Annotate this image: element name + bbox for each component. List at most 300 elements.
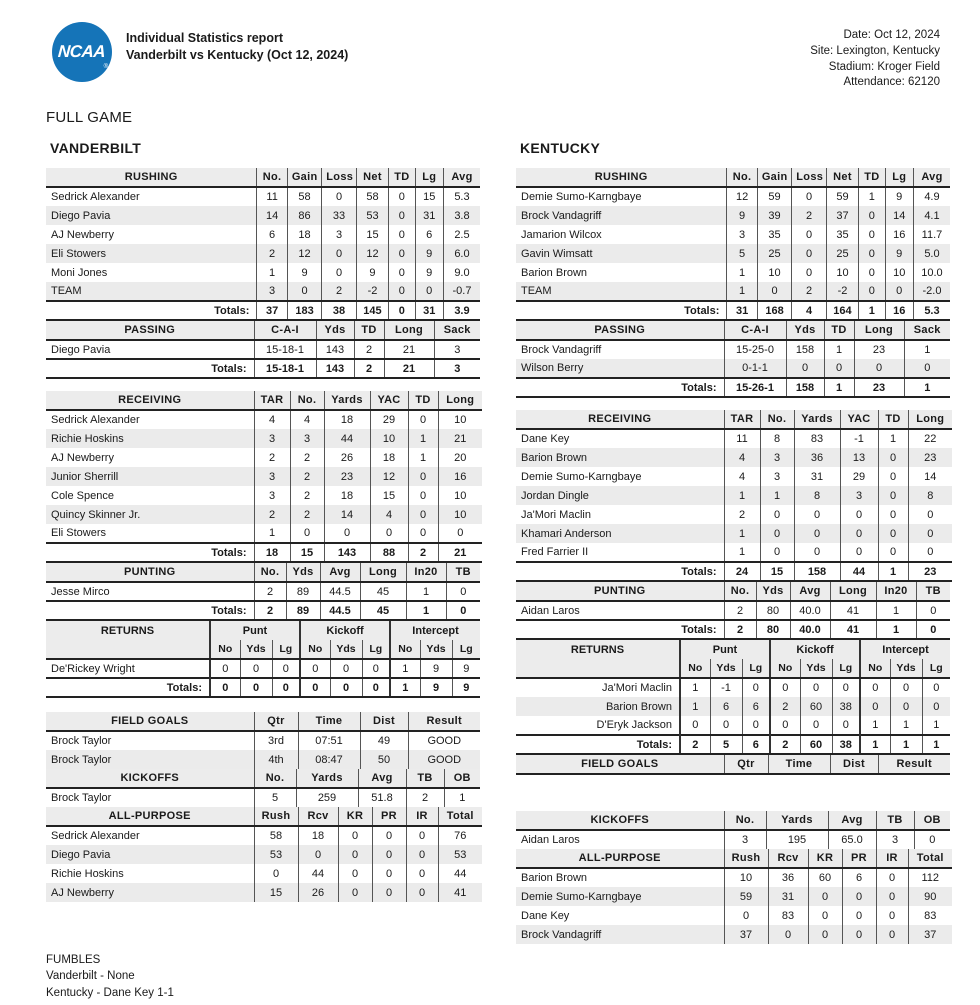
table-field_goals [46, 712, 480, 769]
stat-cell: 0 [770, 716, 800, 735]
totals-cell: 4 [792, 301, 826, 320]
stat-cell: 3 [760, 467, 794, 486]
stat-cell: 6 [842, 868, 876, 887]
spacer-cell [516, 659, 680, 678]
stat-cell: 0 [824, 359, 854, 378]
stat-cell: 12 [370, 467, 408, 486]
column-header: Result [408, 712, 480, 731]
stat-cell: 0 [742, 716, 770, 735]
stat-cell: 0 [832, 716, 860, 735]
column-header: Net [356, 168, 388, 187]
stat-cell: -2 [356, 282, 388, 301]
stat-cell: 3.8 [443, 206, 480, 225]
table-header-row [516, 811, 950, 830]
player-name: Richie Hoskins [46, 429, 254, 448]
returns-subheader-row [516, 659, 950, 678]
stat-cell: 10 [724, 868, 768, 887]
stat-cell: 0 [800, 678, 832, 697]
table-passing [516, 321, 950, 398]
stat-cell: 0 [322, 244, 356, 263]
table-row [46, 225, 480, 244]
totals-cell: 145 [356, 301, 388, 320]
player-name: Jordan Dingle [516, 486, 724, 505]
totals-cell: 164 [826, 301, 858, 320]
stat-cell: 3 [257, 282, 287, 301]
stat-cell: 10 [885, 263, 913, 282]
stat-cell: 0 [922, 697, 950, 716]
stat-cell: 0 [860, 678, 890, 697]
stat-cell: 9 [420, 659, 452, 678]
player-name: AJ Newberry [51, 451, 114, 464]
stat-cell: 18 [324, 410, 370, 429]
group-header-kickoff: Kickoff [770, 640, 860, 659]
stat-cell: 10 [438, 410, 482, 429]
table-title: RECEIVING [46, 391, 254, 410]
stat-cell: 83 [794, 429, 840, 448]
totals-label: Totals: [46, 301, 257, 320]
totals-cell: 3.9 [443, 301, 480, 320]
totals-label: Totals: [516, 562, 724, 581]
column-header: Rcv [768, 849, 808, 868]
totals-cell: 9 [452, 678, 480, 697]
totals-cell: 0 [300, 678, 330, 697]
table-title: FIELD GOALS [516, 755, 724, 774]
totals-cell: 23 [908, 562, 952, 581]
column-header: Lg [922, 659, 950, 678]
stat-cell: 0 [786, 359, 824, 378]
stat-cell: 0 [408, 410, 438, 429]
stat-cell: 37 [826, 206, 858, 225]
stat-cell: 4 [724, 448, 760, 467]
table-row [516, 359, 950, 378]
stat-cell: 23 [908, 448, 952, 467]
stat-cell: 15 [356, 225, 388, 244]
player-name: Demie Sumo-Karngbaye [521, 470, 642, 483]
column-header: TAR [254, 391, 290, 410]
stat-cell: 1 [824, 340, 854, 359]
totals-cell: 21 [384, 359, 434, 378]
stat-cell: 0 [298, 845, 338, 864]
stat-cell: 1 [876, 601, 916, 620]
stat-cell: 0 [916, 601, 950, 620]
stat-cell: 08:47 [298, 750, 360, 769]
player-name: Fred Farrier II [521, 546, 589, 558]
totals-row [46, 543, 482, 562]
player-name: Brock Vandagriff [521, 344, 602, 356]
totals-cell: 31 [415, 301, 443, 320]
stat-cell: 11 [724, 429, 760, 448]
player-name: Eli Stowers [46, 244, 257, 263]
player-name: TEAM [516, 282, 727, 301]
column-header: Lg [885, 168, 913, 187]
stat-cell: 1 [727, 282, 757, 301]
stat-cell: 15 [415, 187, 443, 206]
column-header: KR [338, 807, 372, 826]
stat-cell: 0 [324, 524, 370, 543]
column-header: Lg [832, 659, 860, 678]
stat-cell: 0 [794, 505, 840, 524]
stat-cell: 0 [876, 925, 908, 944]
stat-cell: 0 [210, 659, 240, 678]
stat-cell: 4th [254, 750, 298, 769]
stat-cell: 1 [904, 340, 950, 359]
stat-cell: 31 [794, 467, 840, 486]
stat-cell: 0 [876, 868, 908, 887]
stat-cell: 29 [370, 410, 408, 429]
stat-cell: 29 [840, 467, 878, 486]
player-name: Cole Spence [51, 489, 114, 502]
table-row [516, 263, 950, 282]
table-passing [46, 321, 480, 379]
column-header: Yds [756, 582, 790, 601]
column-header: Avg [790, 582, 830, 601]
stat-cell: 259 [296, 788, 358, 807]
column-header: Qtr [254, 712, 298, 731]
column-header: Time [768, 755, 830, 774]
table-title: RETURNS [46, 621, 210, 640]
table-row [516, 697, 950, 716]
stat-cell: 40.0 [790, 601, 830, 620]
stat-cell: 1 [890, 716, 922, 735]
table-row [46, 883, 482, 902]
stat-cell: 86 [287, 206, 321, 225]
stat-cell: 0 [406, 864, 438, 883]
stat-cell: 1 [878, 429, 908, 448]
stat-cell: 0 [372, 826, 406, 845]
table-row [46, 263, 480, 282]
table-row [46, 524, 482, 543]
player-name: Barion Brown [516, 448, 724, 467]
stat-cell: 0 [372, 864, 406, 883]
table-kickoffs [46, 769, 480, 807]
stat-cell: 23 [854, 340, 904, 359]
player-name: Ja'Mori Maclin [521, 508, 591, 521]
totals-cell: 143 [316, 359, 354, 378]
table-receiving [516, 410, 952, 582]
table-title: PUNTING [516, 582, 724, 601]
column-header: Yds [420, 640, 452, 659]
stat-cell: 31 [768, 887, 808, 906]
column-header: YAC [370, 391, 408, 410]
stat-cell: 15 [370, 486, 408, 505]
column-header: Yds [800, 659, 832, 678]
stat-cell: 0 [808, 906, 842, 925]
totals-cell: 15-18-1 [254, 359, 316, 378]
stat-cell: -2.0 [913, 282, 950, 301]
stat-cell: 20 [438, 448, 482, 467]
player-name: Dane Key [521, 909, 570, 922]
table-row [516, 340, 950, 359]
totals-cell: 0 [240, 678, 272, 697]
stat-cell: 58 [356, 187, 388, 206]
totals-cell: 60 [800, 735, 832, 754]
totals-row [46, 359, 480, 378]
table-title: RUSHING [46, 168, 257, 187]
totals-cell: 1 [406, 601, 446, 620]
stat-cell: 0 [842, 906, 876, 925]
stat-cell: 10 [826, 263, 858, 282]
table-row [46, 659, 480, 678]
totals-cell: 45 [360, 601, 406, 620]
column-header: No [390, 640, 420, 659]
stat-cell: 0 [338, 826, 372, 845]
totals-label: Totals: [46, 543, 254, 562]
stat-cell: 53 [438, 845, 482, 864]
stat-cell: 13 [840, 448, 878, 467]
stat-cell: 3rd [254, 731, 298, 750]
player-name: Junior Sherrill [46, 467, 254, 486]
stat-cell: 0-1-1 [724, 359, 786, 378]
stat-cell: 16 [438, 467, 482, 486]
stat-cell: 1 [254, 524, 290, 543]
table-title: PASSING [516, 321, 724, 340]
stat-cell: 0 [854, 359, 904, 378]
table-row [46, 467, 482, 486]
column-header: Rush [254, 807, 298, 826]
totals-cell: 1 [860, 735, 890, 754]
column-header: Avg [358, 769, 406, 788]
team-name-kentucky: KENTUCKY [520, 140, 601, 156]
column-header: In20 [406, 563, 446, 582]
stat-cell: 3 [254, 429, 290, 448]
table-row [516, 543, 952, 562]
table-kickoffs [516, 811, 950, 849]
player-name: Ja'Mori Maclin [602, 682, 672, 694]
stat-cell: 33 [322, 206, 356, 225]
stat-cell: 2 [290, 448, 324, 467]
stat-cell: 0 [408, 524, 438, 543]
stat-cell: -1 [840, 429, 878, 448]
table-header-row [46, 321, 480, 340]
stat-cell: 0 [724, 906, 768, 925]
stat-cell: 1 [406, 582, 446, 601]
team-column-vanderbilt [46, 140, 480, 944]
stat-cell: 12 [287, 244, 321, 263]
column-header: Dist [830, 755, 878, 774]
stat-cell: 0 [832, 678, 860, 697]
stat-cell: 12 [356, 244, 388, 263]
player-name: Brock Taylor [46, 750, 254, 769]
totals-cell: 0 [272, 678, 300, 697]
totals-cell: 0 [330, 678, 362, 697]
totals-cell: 15 [290, 543, 324, 562]
stat-cell: 2 [406, 788, 444, 807]
stat-cell: 0 [876, 906, 908, 925]
column-header: No. [760, 410, 794, 429]
meta-stadium: Stadium: Kroger Field [828, 60, 940, 73]
stat-cell: 1 [724, 543, 760, 562]
table-row [516, 925, 952, 944]
stat-cell: 15-25-0 [724, 340, 786, 359]
totals-cell: 5.3 [913, 301, 950, 320]
totals-cell: 2 [408, 543, 438, 562]
totals-cell: 0 [362, 678, 390, 697]
stat-cell: 65.0 [828, 830, 876, 849]
report-title-line2: Vanderbilt vs Kentucky (Oct 12, 2024) [126, 47, 349, 62]
column-header: TD [354, 321, 384, 340]
player-name: Brock Taylor [51, 735, 112, 747]
stat-cell: 0 [406, 883, 438, 902]
stat-cell: 41 [830, 601, 876, 620]
player-name: Quincy Skinner Jr. [46, 505, 254, 524]
column-header: Yds [286, 563, 320, 582]
stat-cell: 10 [438, 505, 482, 524]
stat-cell: 49 [360, 731, 408, 750]
totals-cell: 168 [757, 301, 791, 320]
column-header: KR [808, 849, 842, 868]
stat-cell: 0 [914, 830, 950, 849]
stat-cell: 2 [257, 244, 287, 263]
totals-cell: 2 [254, 601, 286, 620]
column-header: Loss [792, 168, 826, 187]
totals-cell: 0 [446, 601, 480, 620]
stat-cell: 0 [885, 282, 913, 301]
column-header: Long [438, 391, 482, 410]
column-header: Lg [272, 640, 300, 659]
stat-cell: 59 [757, 187, 791, 206]
table-row [46, 429, 482, 448]
stat-cell: 58 [287, 187, 321, 206]
totals-cell: 5 [710, 735, 742, 754]
column-header: No. [290, 391, 324, 410]
stat-cell: 0 [254, 864, 298, 883]
stat-cell: 1 [444, 788, 480, 807]
stat-cell: 0 [922, 678, 950, 697]
table-field_goals [516, 755, 950, 775]
table-row [46, 788, 480, 807]
stat-cell: 12 [727, 187, 757, 206]
table-row [46, 845, 482, 864]
stat-cell: 14 [324, 505, 370, 524]
player-name: Aidan Laros [521, 834, 580, 846]
stat-cell: 0 [878, 543, 908, 562]
stat-cell: GOOD [408, 731, 480, 750]
stat-cell: 1 [724, 486, 760, 505]
totals-cell: 16 [885, 301, 913, 320]
stat-cell: 0 [760, 505, 794, 524]
stat-cell: 0 [406, 826, 438, 845]
stat-cell: 14 [885, 206, 913, 225]
stat-cell: 0 [859, 206, 885, 225]
stat-cell: 10 [757, 263, 791, 282]
stat-cell: 14 [908, 467, 952, 486]
stat-cell: 6 [710, 697, 742, 716]
totals-cell: 0 [916, 620, 950, 639]
player-name: TEAM [46, 282, 257, 301]
table-all_purpose [516, 849, 952, 944]
fumbles-line: Vanderbilt - None [46, 970, 135, 983]
player-name: Khamari Anderson [516, 524, 724, 543]
stat-cell: 11.7 [913, 225, 950, 244]
table-row [516, 505, 952, 524]
stat-cell: 0 [338, 864, 372, 883]
spacer-cell [46, 640, 210, 659]
group-header-punt: Punt [680, 640, 770, 659]
totals-cell: 1 [824, 378, 854, 397]
stat-cell: 59 [826, 187, 858, 206]
stat-cell: 6 [257, 225, 287, 244]
stat-cell: 22 [908, 429, 952, 448]
stat-cell: 0 [859, 263, 885, 282]
column-header: Dist [360, 712, 408, 731]
totals-cell: 23 [854, 378, 904, 397]
stat-cell: 158 [786, 340, 824, 359]
player-name: Brock Vandagriff [516, 206, 727, 225]
totals-cell: 37 [257, 301, 287, 320]
table-header-row [516, 410, 952, 429]
stat-cell: 0 [338, 883, 372, 902]
table-title: KICKOFFS [516, 811, 724, 830]
table-header-row [46, 769, 480, 788]
stat-cell: 195 [766, 830, 828, 849]
stat-cell: 0 [808, 925, 842, 944]
stat-cell: 9 [885, 187, 913, 206]
report-title [126, 22, 348, 64]
stat-cell: 18 [324, 486, 370, 505]
stat-cell: 83 [768, 906, 808, 925]
stat-cell: 8 [794, 486, 840, 505]
table-header-row [46, 391, 482, 410]
column-header: No. [254, 769, 296, 788]
team-name-vanderbilt: VANDERBILT [50, 140, 142, 156]
column-header: Long [830, 582, 876, 601]
stat-cell: 26 [298, 883, 338, 902]
table-title: RECEIVING [516, 410, 724, 429]
stat-cell: 0 [800, 716, 832, 735]
column-header: Yards [794, 410, 840, 429]
stat-cell: 3 [290, 429, 324, 448]
player-name: Richie Hoskins [51, 867, 124, 880]
column-header: Total [908, 849, 952, 868]
stat-cell: 0 [842, 925, 876, 944]
totals-cell: 2 [724, 620, 756, 639]
stat-cell: 2 [724, 505, 760, 524]
table-header-row [516, 849, 952, 868]
column-header: Total [438, 807, 482, 826]
stat-cell: 8 [760, 429, 794, 448]
column-header: Yds [240, 640, 272, 659]
totals-cell: 1 [390, 678, 420, 697]
column-header: OB [914, 811, 950, 830]
stat-cell: 0 [890, 697, 922, 716]
column-header: TD [389, 168, 415, 187]
stat-cell: 2 [254, 505, 290, 524]
column-header: Long [908, 410, 952, 429]
column-header: Net [826, 168, 858, 187]
totals-row [516, 562, 952, 581]
column-header: Long [384, 321, 434, 340]
totals-cell: 38 [322, 301, 356, 320]
player-name: Jesse Mirco [51, 585, 110, 598]
stat-cell: 1 [408, 429, 438, 448]
stat-cell: 9 [452, 659, 480, 678]
totals-cell: 44 [840, 562, 878, 581]
column-header: TB [406, 769, 444, 788]
totals-cell: 40.0 [790, 620, 830, 639]
column-header: No [680, 659, 710, 678]
stat-cell: -0.7 [443, 282, 480, 301]
totals-cell: 1 [922, 735, 950, 754]
stat-cell: 10 [438, 486, 482, 505]
meta-date: Date: Oct 12, 2024 [843, 29, 940, 41]
table-row [516, 486, 952, 505]
totals-label: Totals: [46, 359, 254, 378]
stat-cell: 1 [257, 263, 287, 282]
stat-cell: 0 [408, 486, 438, 505]
stat-cell: 26 [324, 448, 370, 467]
column-header: Yards [296, 769, 358, 788]
stat-cell: 0 [792, 225, 826, 244]
